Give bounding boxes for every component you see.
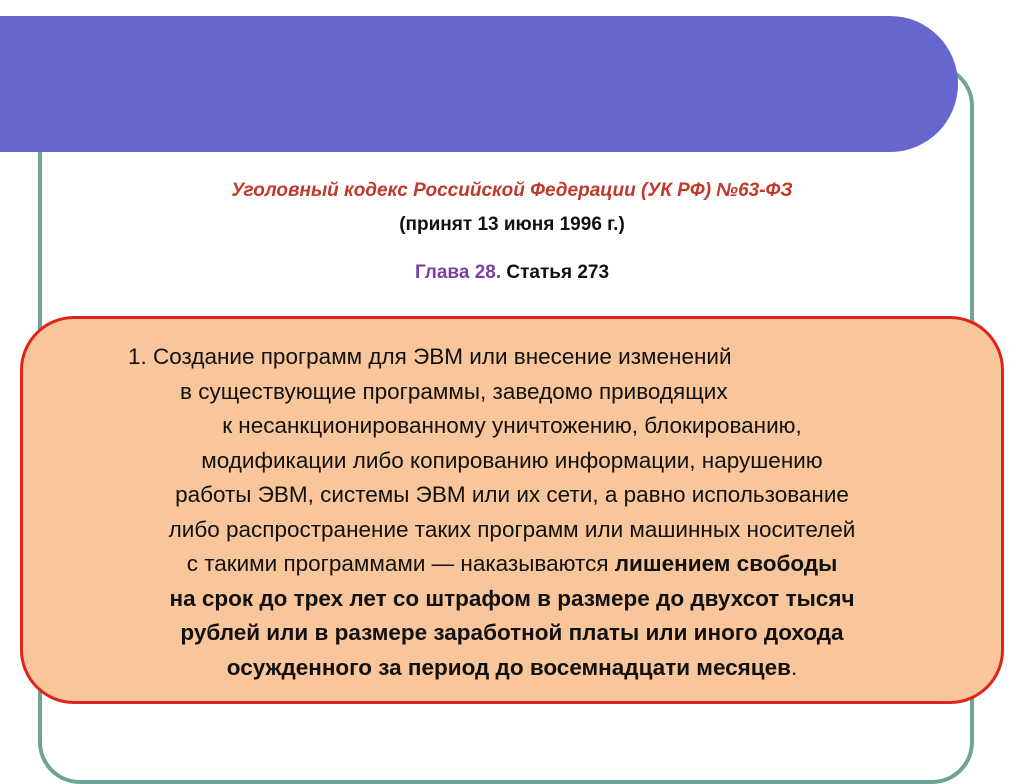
article-line: 1. Создание программ для ЭВМ или внесение изменений [128,344,732,369]
chapter-number: Глава 28. [414,262,502,283]
article-line [60,582,964,617]
article-line: в существующие программы, заведомо приводящих [180,378,728,404]
article-penalty-text: рублей или в размере заработной платы или иного дохода [180,620,844,645]
article-line: работы ЭВМ, системы ЭВМ или их сети, а равно использование [175,482,849,507]
article-line-plain: с такими программами — наказываются [186,551,615,576]
article-text [60,340,964,685]
law-heading: Уголовный кодекс Российской Федерации (УК РФ) №63-ФЗ [231,180,793,201]
article-line: к несанкционированному уничтожению, блокированию, [222,413,802,438]
law-date: (принят 13 июня 1996 г.) [399,214,625,235]
article-line: либо распространение таких программ или машинных носителей [168,516,856,542]
title-banner [0,16,958,152]
article-penalty-text: на срок до трех лет со штрафом в размере до двухсот тысяч [169,585,855,611]
article-line [60,616,964,651]
article-line [60,651,964,686]
article-line: модификации либо копированию информации, нарушению [201,447,823,473]
article-penalty-text: лишением свободы [614,551,838,576]
article-line [60,547,964,582]
chapter-line [0,262,1024,284]
article-line-end: . [790,654,798,680]
article-penalty-text: осужденного за период до восемнадцати месяцев [226,654,791,680]
article-number: Статья 273 [506,262,610,283]
